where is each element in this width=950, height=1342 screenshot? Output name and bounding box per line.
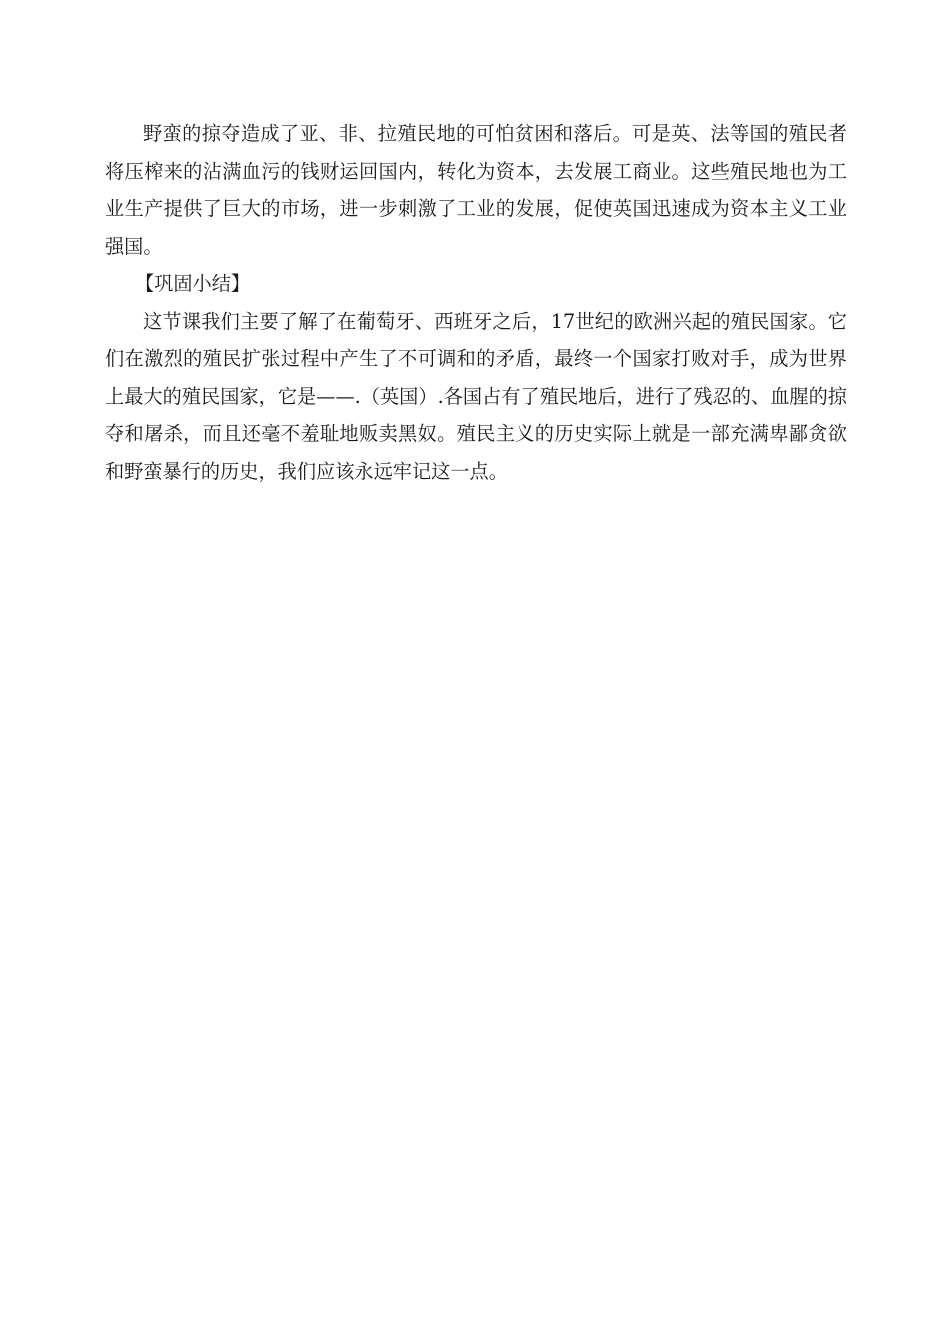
document-body <box>105 115 847 490</box>
body-paragraph-plunder: 野蛮的掠夺造成了亚、非、拉殖民地的可怕贫困和落后。可是英、法等国的殖民者将压榨来的沾满血污的钱财运回国内，转化为资本，去发展工商业。这些殖民地也为工业生产提供了巨大的市场，进一步刺激了工业的发展，促使英国迅速成为资本主义工业强国。 <box>105 122 847 258</box>
section-heading-summary: 【巩固小结】 <box>135 272 251 295</box>
body-paragraph-summary: 这节课我们主要了解了在葡萄牙、西班牙之后，17世纪的欧洲兴起的殖民国家。它们在激烈的殖民扩张过程中产生了不可调和的矛盾，最终一个国家打败对手，成为世界上最大的殖民国家，它是——.（英国）.各国占有了殖民地后，进行了残忍的、血腥的掠夺和屠杀，而且还毫不羞耻地贩卖黑奴。殖民主义的历史实际上就是一部充满卑鄙贪欲和野蛮暴行的历史，我们应该永远牢记这一点。 <box>105 309 847 483</box>
